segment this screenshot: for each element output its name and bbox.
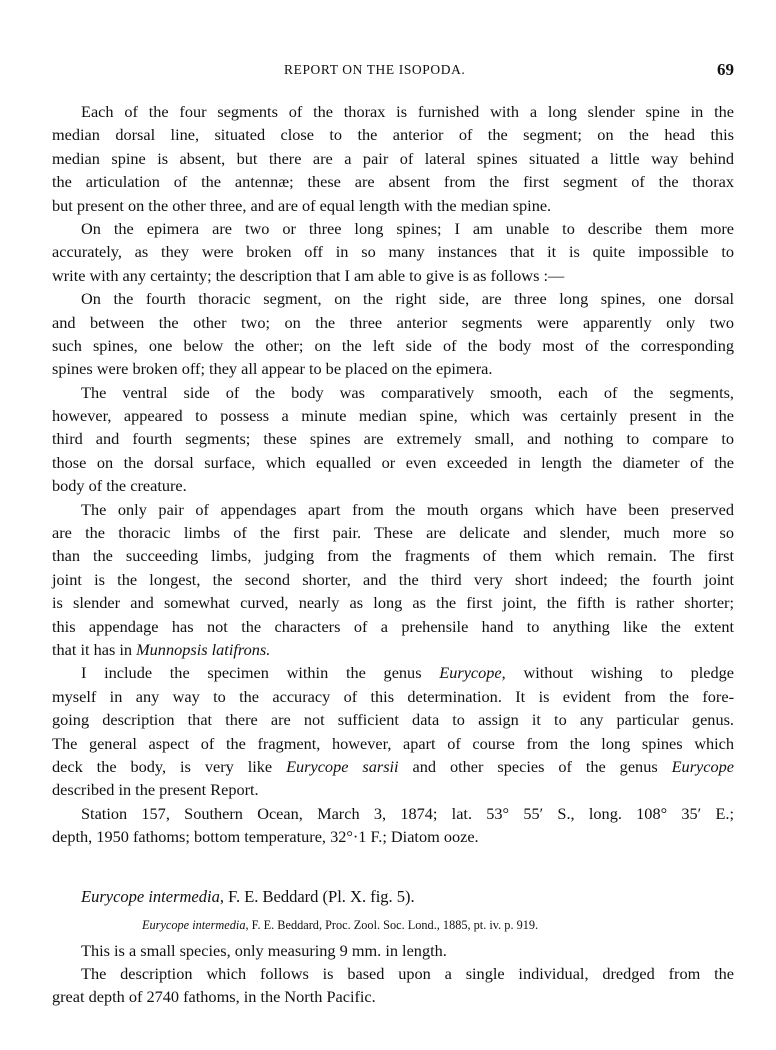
text-line: spines were broken off; they all appear to be placed on the epimera. [52,359,493,379]
text-line: On the fourth thoracic segment, on the right side, are three long spines, one dorsal [81,289,734,309]
section-spacer [52,849,734,885]
text-line: write with any certainty; the description that I am able to give is as follows :— [52,265,565,285]
text-line: myself in any way to the accuracy of this determination. It is evident from the fore- [52,686,734,706]
text-line: The description which follows is based upon a single individual, dredged from the [81,963,734,983]
text-line: described in the present Report. [52,780,259,800]
text-line: third and fourth segments; these spines are extremely small, and nothing to compare to [52,429,734,449]
text-line: depth, 1950 fathoms; bottom temperature, 32°·1 F.; Diatom ooze. [52,827,479,847]
synonymy-citation [52,911,734,939]
paragraph-thorax-spines [52,100,734,217]
text-line: this appendage has not the characters of a prehensile hand to anything like the extent [52,616,734,636]
genus-name: Eurycope [439,663,502,683]
text-line: however, appeared to possess a minute median spine, which was certainly present in the [52,406,734,426]
paragraph-station [52,802,734,849]
text-line: Each of the four segments of the thorax is furnished with a long slender spine in the [81,102,734,121]
text-span: , without wishing to pledge [501,663,734,683]
text-line: Station 157, Southern Ocean, March 3, 1874; lat. 53° 55′ S., long. 108° 35′ E.; [81,803,734,823]
text-line: great depth of 2740 fathoms, in the North Pacific. [52,987,376,1007]
paragraph-fourth-segment [52,287,734,381]
text-line: those on the dorsal surface, which equalled or even exceeded in length the diameter of the [52,452,734,472]
species-section [52,885,734,1009]
text-line: the articulation of the antennæ; these are absent from the first segment of the thorax [52,172,734,192]
text-line [52,661,734,684]
text-span: , F. E. Beddard, Proc. Zool. Soc. Lond., 1885, pt. iv. p. 919. [245,917,539,932]
text-span: , F. E. Beddard (Pl. X. fig. 5). [219,886,415,906]
text-line [52,638,734,661]
text-line: going description that there are not sufficient data to assign it to any particular genus. [52,710,734,730]
text-span: deck the body, is very like [52,756,287,776]
text-line: The only pair of appendages apart from the mouth organs which have been preserved [81,499,734,519]
genus-name: Eurycope [671,756,734,776]
text-line: joint is the longest, the second shorter, and the third very short indeed; the fourth joint [52,569,734,589]
paragraph-ventral-side [52,381,734,498]
paragraph-appendages [52,498,734,662]
species-name: Munnopsis latifrons. [136,639,271,659]
page-header [0,62,776,86]
species-heading [52,885,734,911]
running-head: REPORT ON THE ISOPODA. [284,62,466,77]
text-span: I include the specimen within the genus [81,663,440,683]
text-span: and other species of the genus [398,756,672,776]
text-line: The general aspect of the fragment, however, apart of course from the long spines which [52,733,734,753]
text-line: median spine is absent, but there are a pair of lateral spines situated a little way behind [52,148,734,168]
species-name: Eurycope sarsii [286,756,399,776]
species-name: Eurycope intermedia [81,886,220,906]
text-line: The ventral side of the body was comparatively smooth, each of the segments, [81,382,734,402]
paragraph-genus-placement [52,661,734,801]
text-line: This is a small species, only measuring 9 mm. in length. [81,940,447,960]
text-line: are the thoracic limbs of the first pair. These are delicate and slender, much more so [52,523,734,543]
text-span: that it has in [52,639,137,659]
page-number: 69 [717,60,734,79]
paragraph-epimera [52,217,734,287]
text-line: and between the other two; on the three anterior segments were apparently only two [52,312,734,332]
text-line: than the succeeding limbs, judging from the fragments of them which remain. The first [52,546,734,566]
text-line [52,755,734,778]
text-line: On the epimera are two or three long spines; I am unable to describe them more [81,218,734,238]
text-line: accurately, as they were broken off in so many instances that it is quite impossible to [52,242,734,262]
text-line: is slender and somewhat curved, nearly as long as the first joint, the fifth is rather shorter; [52,593,734,613]
text-line: but present on the other three, and are of equal length with the median spine. [52,195,552,215]
text-line: body of the creature. [52,476,187,496]
text-line: such spines, one below the other; on the left side of the body most of the corresponding [52,335,734,355]
text-line: median dorsal line, situated close to the anterior of the segment; on the head this [52,125,734,145]
species-name: Eurycope intermedia [142,917,246,932]
body-text [52,100,734,1009]
